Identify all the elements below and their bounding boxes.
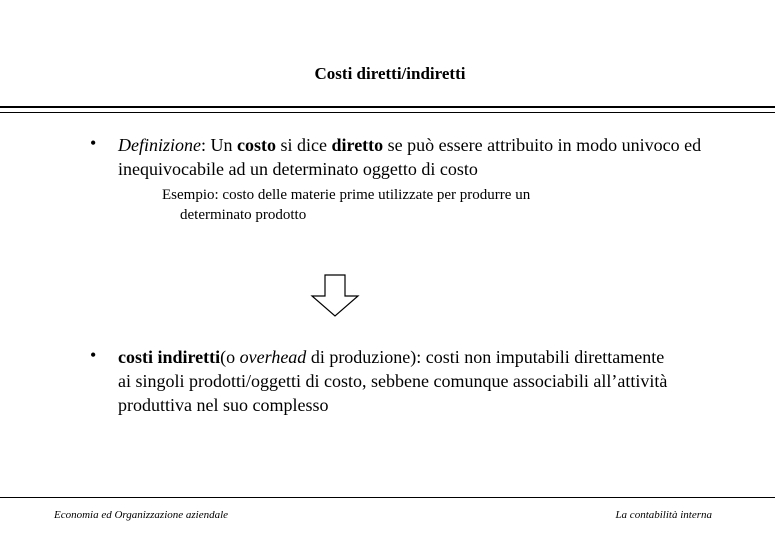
example-line-2: determinato prodotto <box>180 207 307 223</box>
footer-section-name: La contabilità interna <box>615 509 712 521</box>
down-arrow-icon <box>310 274 360 318</box>
indirect-costs-paragraph <box>118 345 678 417</box>
bullet-marker: • <box>90 133 97 153</box>
bullet-marker: • <box>90 345 97 365</box>
page-title: Costi diretti/indiretti <box>314 64 466 83</box>
header-divider-thick <box>0 106 775 108</box>
term-overhead: overhead <box>239 347 307 367</box>
header-divider-thin <box>0 112 775 113</box>
footer-course-name: Economia ed Organizzazione aziendale <box>54 509 229 521</box>
definition-text-1: Un <box>210 135 238 155</box>
example-paragraph <box>162 185 632 225</box>
example-line-1: Esempio: costo delle materie prime utilizzate per produrre un <box>162 187 531 203</box>
definition-text-3: se può essere attribuito in modo univoco ed inequivocabile ad un determinato oggetto di costo <box>118 135 702 179</box>
indirect-text-2: di produzione): costi non imputabili direttamente ai singoli prodotti/oggetti di costo, sebbene comunque associabili all’attività produttiva nel suo complesso <box>118 347 668 415</box>
definition-colon: : <box>201 135 211 155</box>
term-costi-indiretti: costi indiretti <box>118 347 221 367</box>
footer-divider <box>0 497 775 498</box>
term-costo: costo <box>237 135 277 155</box>
definition-label: Definizione <box>118 135 201 155</box>
definition-paragraph <box>118 133 718 181</box>
indirect-text-1: (o <box>220 347 240 367</box>
term-diretto: diretto <box>331 135 384 155</box>
definition-text-2: si dice <box>276 135 332 155</box>
